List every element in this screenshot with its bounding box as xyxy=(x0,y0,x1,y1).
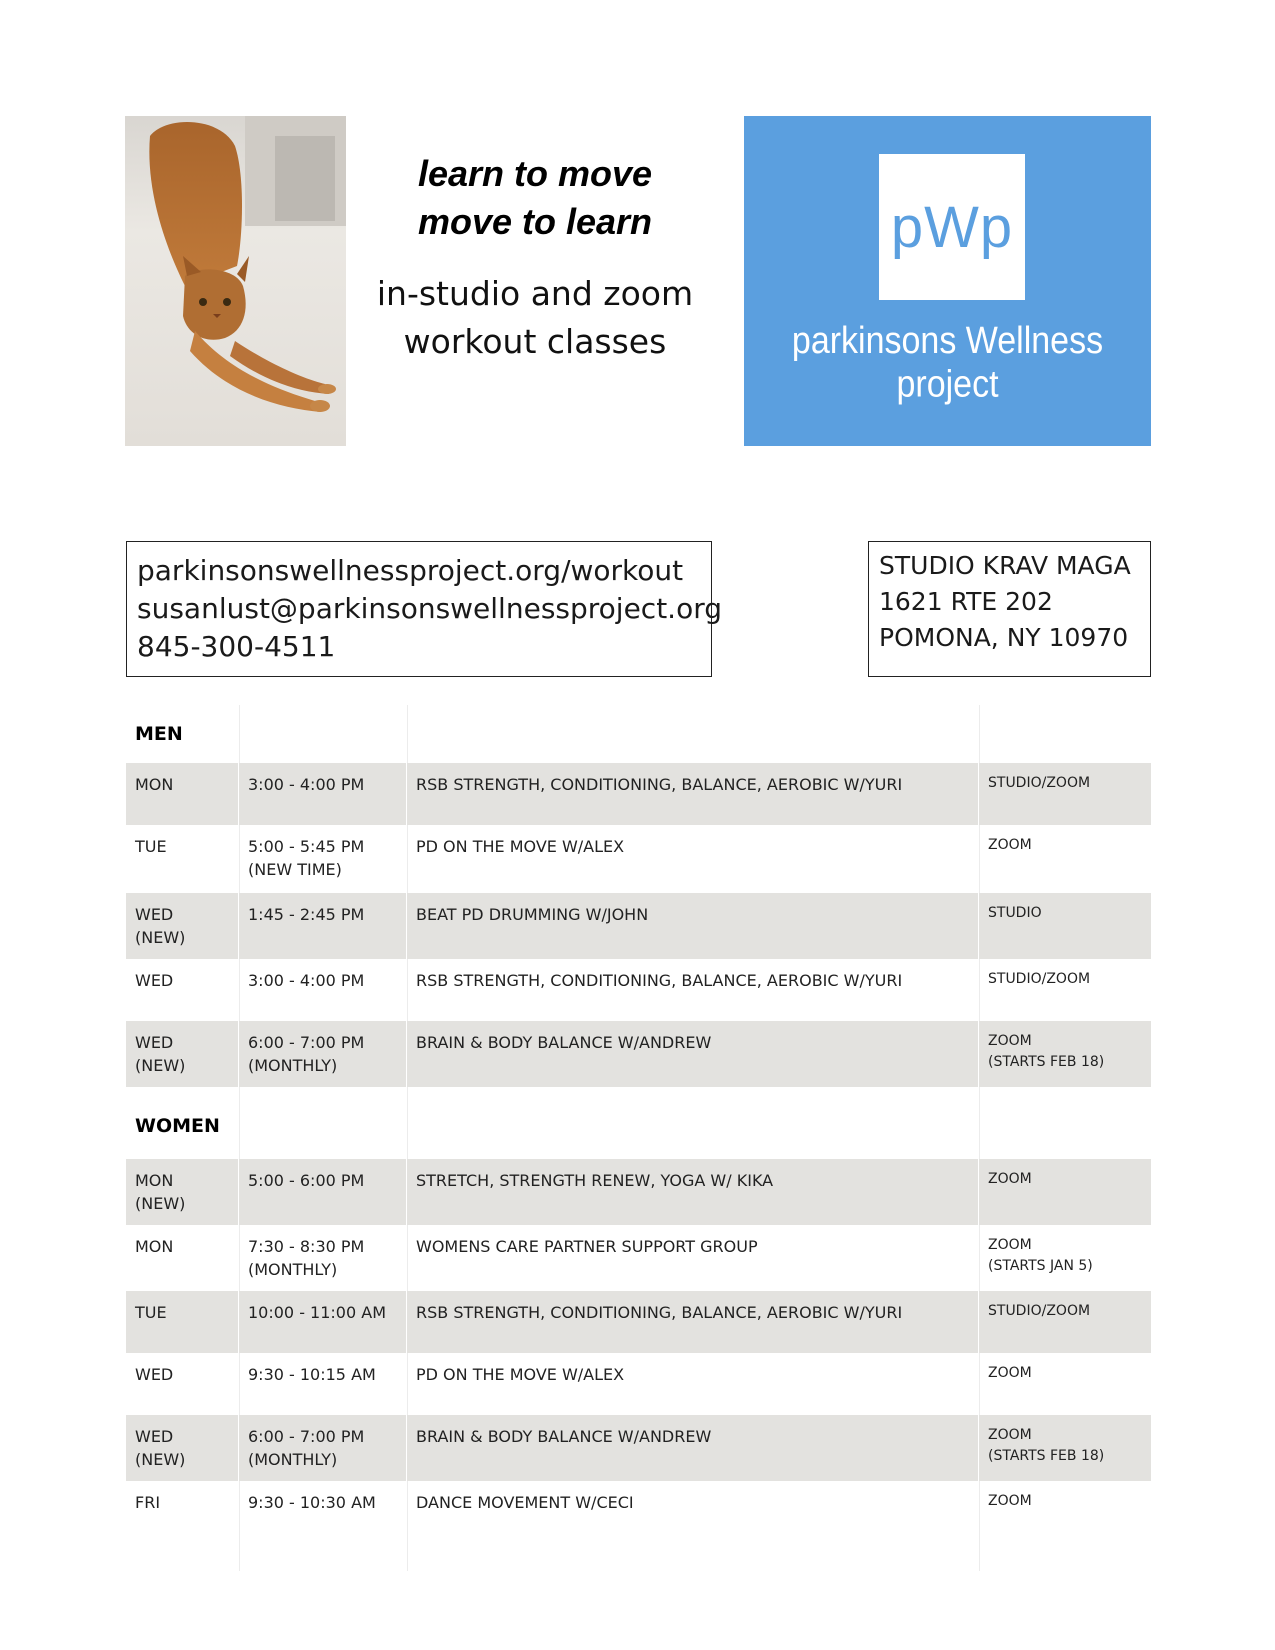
class-name: STRETCH, STRENGTH RENEW, YOGA W/ KIKA xyxy=(416,1171,774,1190)
cell-time xyxy=(239,1481,407,1543)
cell-cls xyxy=(407,1291,979,1353)
cell-time xyxy=(239,1291,407,1353)
location-label: ZOOM xyxy=(988,837,1032,853)
class-name: WOMENS CARE PARTNER SUPPORT GROUP xyxy=(416,1237,758,1256)
class-name: DANCE MOVEMENT W/CECI xyxy=(416,1493,634,1512)
section-heading-women: WOMEN xyxy=(135,1115,220,1137)
cell-time xyxy=(239,1353,407,1415)
time-label: 3:00 - 4:00 PM xyxy=(248,775,365,794)
schedule-row xyxy=(126,1159,1151,1225)
cell-loc xyxy=(979,1021,1151,1087)
location-label: STUDIO/ZOOM xyxy=(988,775,1091,791)
logo-name: parkinsons Wellness project xyxy=(791,319,1104,406)
men-schedule-rows xyxy=(126,763,1151,1087)
time-label: 3:00 - 4:00 PM xyxy=(248,971,365,990)
class-name: BRAIN & BODY BALANCE W/ANDREW xyxy=(416,1033,712,1052)
schedule-row xyxy=(126,1481,1151,1543)
cell-time xyxy=(239,825,407,893)
day-label: WED xyxy=(135,1427,174,1446)
address-line-1: STUDIO KRAV MAGA xyxy=(879,551,1131,580)
location-label: STUDIO xyxy=(988,905,1042,921)
address-line-3: POMONA, NY 10970 xyxy=(879,623,1129,652)
day-label: FRI xyxy=(135,1493,161,1512)
address-box xyxy=(868,541,1151,677)
cell-cls xyxy=(407,959,979,1021)
cell-loc xyxy=(979,1159,1151,1225)
cell-cls xyxy=(407,1021,979,1087)
cell-cls xyxy=(407,1415,979,1481)
time-note: (NEW TIME) xyxy=(248,860,342,879)
cell-loc xyxy=(979,893,1151,959)
cell-day xyxy=(126,1415,239,1481)
cell-time xyxy=(239,1415,407,1481)
pwp-logo xyxy=(744,116,1151,446)
time-label: 5:00 - 6:00 PM xyxy=(248,1171,365,1190)
day-label: WED xyxy=(135,971,174,990)
day-label: MON xyxy=(135,775,174,794)
time-label: 1:45 - 2:45 PM xyxy=(248,905,365,924)
schedule-row xyxy=(126,1225,1151,1291)
subtitle-line-1: in-studio and zoom xyxy=(376,274,694,313)
website-link[interactable]: parkinsonswellnessproject.org/workout xyxy=(137,554,684,587)
day-label: MON xyxy=(135,1171,174,1190)
subtitle-line-2: workout classes xyxy=(403,322,667,361)
cell-cls xyxy=(407,825,979,893)
class-name: RSB STRENGTH, CONDITIONING, BALANCE, AEROBIC W/YURI xyxy=(416,775,903,794)
schedule-row xyxy=(126,893,1151,959)
day-note: (NEW) xyxy=(135,1194,186,1213)
location-note: (STARTS FEB 18) xyxy=(988,1054,1105,1070)
cell-loc xyxy=(979,1481,1151,1543)
class-name: BEAT PD DRUMMING W/JOHN xyxy=(416,905,649,924)
location-label: ZOOM xyxy=(988,1365,1032,1381)
schedule-row xyxy=(126,1021,1151,1087)
time-label: 7:30 - 8:30 PM xyxy=(248,1237,365,1256)
cell-day xyxy=(126,1021,239,1087)
location-label: STUDIO/ZOOM xyxy=(988,971,1091,987)
phone-number[interactable]: 845-300-4511 xyxy=(137,630,336,663)
cell-loc xyxy=(979,825,1151,893)
cell-day xyxy=(126,1353,239,1415)
cell-loc xyxy=(979,959,1151,1021)
cell-day xyxy=(126,1225,239,1291)
cell-cls xyxy=(407,1225,979,1291)
day-label: WED xyxy=(135,905,174,924)
cell-cls xyxy=(407,1159,979,1225)
cell-cls xyxy=(407,1481,979,1543)
time-label: 9:30 - 10:15 AM xyxy=(248,1365,376,1384)
cell-loc xyxy=(979,763,1151,825)
time-label: 6:00 - 7:00 PM xyxy=(248,1427,365,1446)
day-label: MON xyxy=(135,1237,174,1256)
cell-time xyxy=(239,1225,407,1291)
cell-cls xyxy=(407,893,979,959)
time-note: (MONTHLY) xyxy=(248,1450,338,1469)
cell-day xyxy=(126,1291,239,1353)
cell-loc xyxy=(979,1291,1151,1353)
location-label: ZOOM xyxy=(988,1033,1032,1049)
contact-box xyxy=(126,541,722,677)
cell-time xyxy=(239,1021,407,1087)
cat-stretching-photo xyxy=(125,116,346,446)
cell-loc xyxy=(979,1225,1151,1291)
cell-time xyxy=(239,959,407,1021)
day-note: (NEW) xyxy=(135,928,186,947)
location-label: ZOOM xyxy=(988,1427,1032,1443)
cell-time xyxy=(239,893,407,959)
schedule-row xyxy=(126,959,1151,1021)
time-label: 6:00 - 7:00 PM xyxy=(248,1033,365,1052)
tagline-line-2: move to learn xyxy=(417,201,653,242)
location-note: (STARTS FEB 18) xyxy=(988,1448,1105,1464)
cell-loc xyxy=(979,1415,1151,1481)
class-name: RSB STRENGTH, CONDITIONING, BALANCE, AEROBIC W/YURI xyxy=(416,971,903,990)
time-label: 5:00 - 5:45 PM xyxy=(248,837,365,856)
location-label: ZOOM xyxy=(988,1171,1032,1187)
cell-day xyxy=(126,825,239,893)
location-label: STUDIO/ZOOM xyxy=(988,1303,1091,1319)
schedule-row xyxy=(126,763,1151,825)
cell-loc xyxy=(979,1353,1151,1415)
tagline-line-1: learn to move xyxy=(417,153,653,194)
section-heading-men: MEN xyxy=(135,723,183,745)
class-name: PD ON THE MOVE W/ALEX xyxy=(416,1365,625,1384)
schedule-row xyxy=(126,1291,1151,1353)
cell-time xyxy=(239,1159,407,1225)
cell-cls xyxy=(407,763,979,825)
cell-day xyxy=(126,959,239,1021)
cell-day xyxy=(126,1481,239,1543)
schedule-row xyxy=(126,1415,1151,1481)
day-note: (NEW) xyxy=(135,1450,186,1469)
time-note: (MONTHLY) xyxy=(248,1260,338,1279)
cell-day xyxy=(126,893,239,959)
tagline-block xyxy=(360,150,710,366)
time-label: 9:30 - 10:30 AM xyxy=(248,1493,376,1512)
day-label: TUE xyxy=(135,1303,167,1322)
class-name: PD ON THE MOVE W/ALEX xyxy=(416,837,625,856)
day-note: (NEW) xyxy=(135,1056,186,1075)
day-label: TUE xyxy=(135,837,167,856)
schedule-row xyxy=(126,825,1151,893)
logo-mark: pWp xyxy=(879,154,1025,300)
schedule-row xyxy=(126,1353,1151,1415)
class-name: BRAIN & BODY BALANCE W/ANDREW xyxy=(416,1427,712,1446)
address-line-2: 1621 RTE 202 xyxy=(879,587,1053,616)
women-schedule-rows xyxy=(126,1159,1151,1543)
class-name: RSB STRENGTH, CONDITIONING, BALANCE, AEROBIC W/YURI xyxy=(416,1303,903,1322)
email-link[interactable]: susanlust@parkinsonswellnessproject.org xyxy=(137,592,722,625)
cell-cls xyxy=(407,1353,979,1415)
location-note: (STARTS JAN 5) xyxy=(988,1258,1093,1274)
day-label: WED xyxy=(135,1365,174,1384)
class-schedule xyxy=(126,705,1151,1543)
location-label: ZOOM xyxy=(988,1493,1032,1509)
time-note: (MONTHLY) xyxy=(248,1056,338,1075)
location-label: ZOOM xyxy=(988,1237,1032,1253)
cell-day xyxy=(126,763,239,825)
time-label: 10:00 - 11:00 AM xyxy=(248,1303,386,1322)
day-label: WED xyxy=(135,1033,174,1052)
cell-day xyxy=(126,1159,239,1225)
cell-time xyxy=(239,763,407,825)
